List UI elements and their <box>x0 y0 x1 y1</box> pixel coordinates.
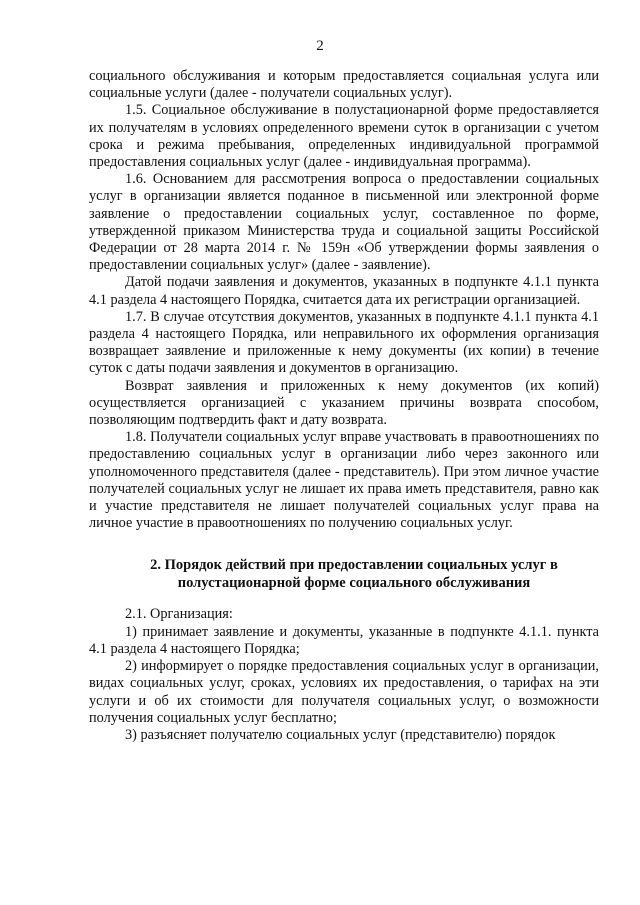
section-heading: 2. Порядок действий при предоставлении социальных услуг в полустационарной форме социального обслуживания <box>150 557 558 592</box>
document-body <box>89 68 599 744</box>
paragraph-1-5: 1.5. Социальное обслуживание в полустационарной форме предоставляется их получателям в условиях определенного времени суток в организации с учетом срока и режима пребывания, определенных индивидуальной программой предоставления социальных услуг (далее - индивидуальная программа). <box>89 102 599 171</box>
paragraph-2-1: 2.1. Организация: <box>125 606 233 623</box>
paragraph-1-8: 1.8. Получатели социальных услуг вправе участвовать в правоотношениях по предоставлению социальных услуг в организации либо через законного или уполномоченного представителя (далее - представитель). При этом личное участие получателей социальных услуг не лишает их права иметь представителя, равно как и участие представителя не лишает получателей социальных услуг права на личное участие в правоотношениях по получению социальных услуг. <box>89 429 599 532</box>
page-number: 2 <box>316 38 324 54</box>
paragraph-1-6: 1.6. Основанием для рассмотрения вопроса о предоставлении социальных услуг в организации является поданное в письменной или электронной форме заявление о предоставлении социальных услуг, составленное по форме, утвержденной приказом Министерства труда и социальной защиты Российской Федерации от 28 марта 2014 г. № 159н «Об утверждении формы заявления о предоставлении социальных услуг» (далее - заявление). <box>89 171 599 274</box>
paragraph-1-7: 1.7. В случае отсутствия документов, указанных в подпункте 4.1.1 пункта 4.1 раздела 4 настоящего Порядка, или неправильного их оформления организация возвращает заявление и приложенные к нему документы (их копии) в течение суток с даты подачи заявления и документов в организацию. <box>89 308 599 377</box>
paragraph-return: Возврат заявления и приложенных к нему документов (их копий) осуществляется организацией с указанием причины возврата способом, позволяющим подтвердить факт и дату возврата. <box>89 377 599 429</box>
list-item-1: 1) принимает заявление и документы, указанные в подпункте 4.1.1. пункта 4.1 раздела 4 настоящего Порядка; <box>89 623 599 657</box>
list-item-3: 3) разъясняет получателю социальных услуг (представителю) порядок <box>125 726 556 743</box>
paragraph-filing-date: Датой подачи заявления и документов, указанных в подпункте 4.1.1 пункта 4.1 раздела 4 настоящего Порядка, считается дата их регистрации организацией. <box>89 274 599 308</box>
list-item-2: 2) информирует о порядке предоставления социальных услуг в организации, видах социальных услуг, сроках, условиях их предоставления, о тарифах на эти услуги и об их стоимости для получателя социальных услуг, о возможности получения социальных услуг бесплатно; <box>89 658 599 726</box>
paragraph-continuation: социального обслуживания и которым предоставляется социальная услуга или социальные услуги (далее - получатели социальных услуг). <box>89 68 599 102</box>
